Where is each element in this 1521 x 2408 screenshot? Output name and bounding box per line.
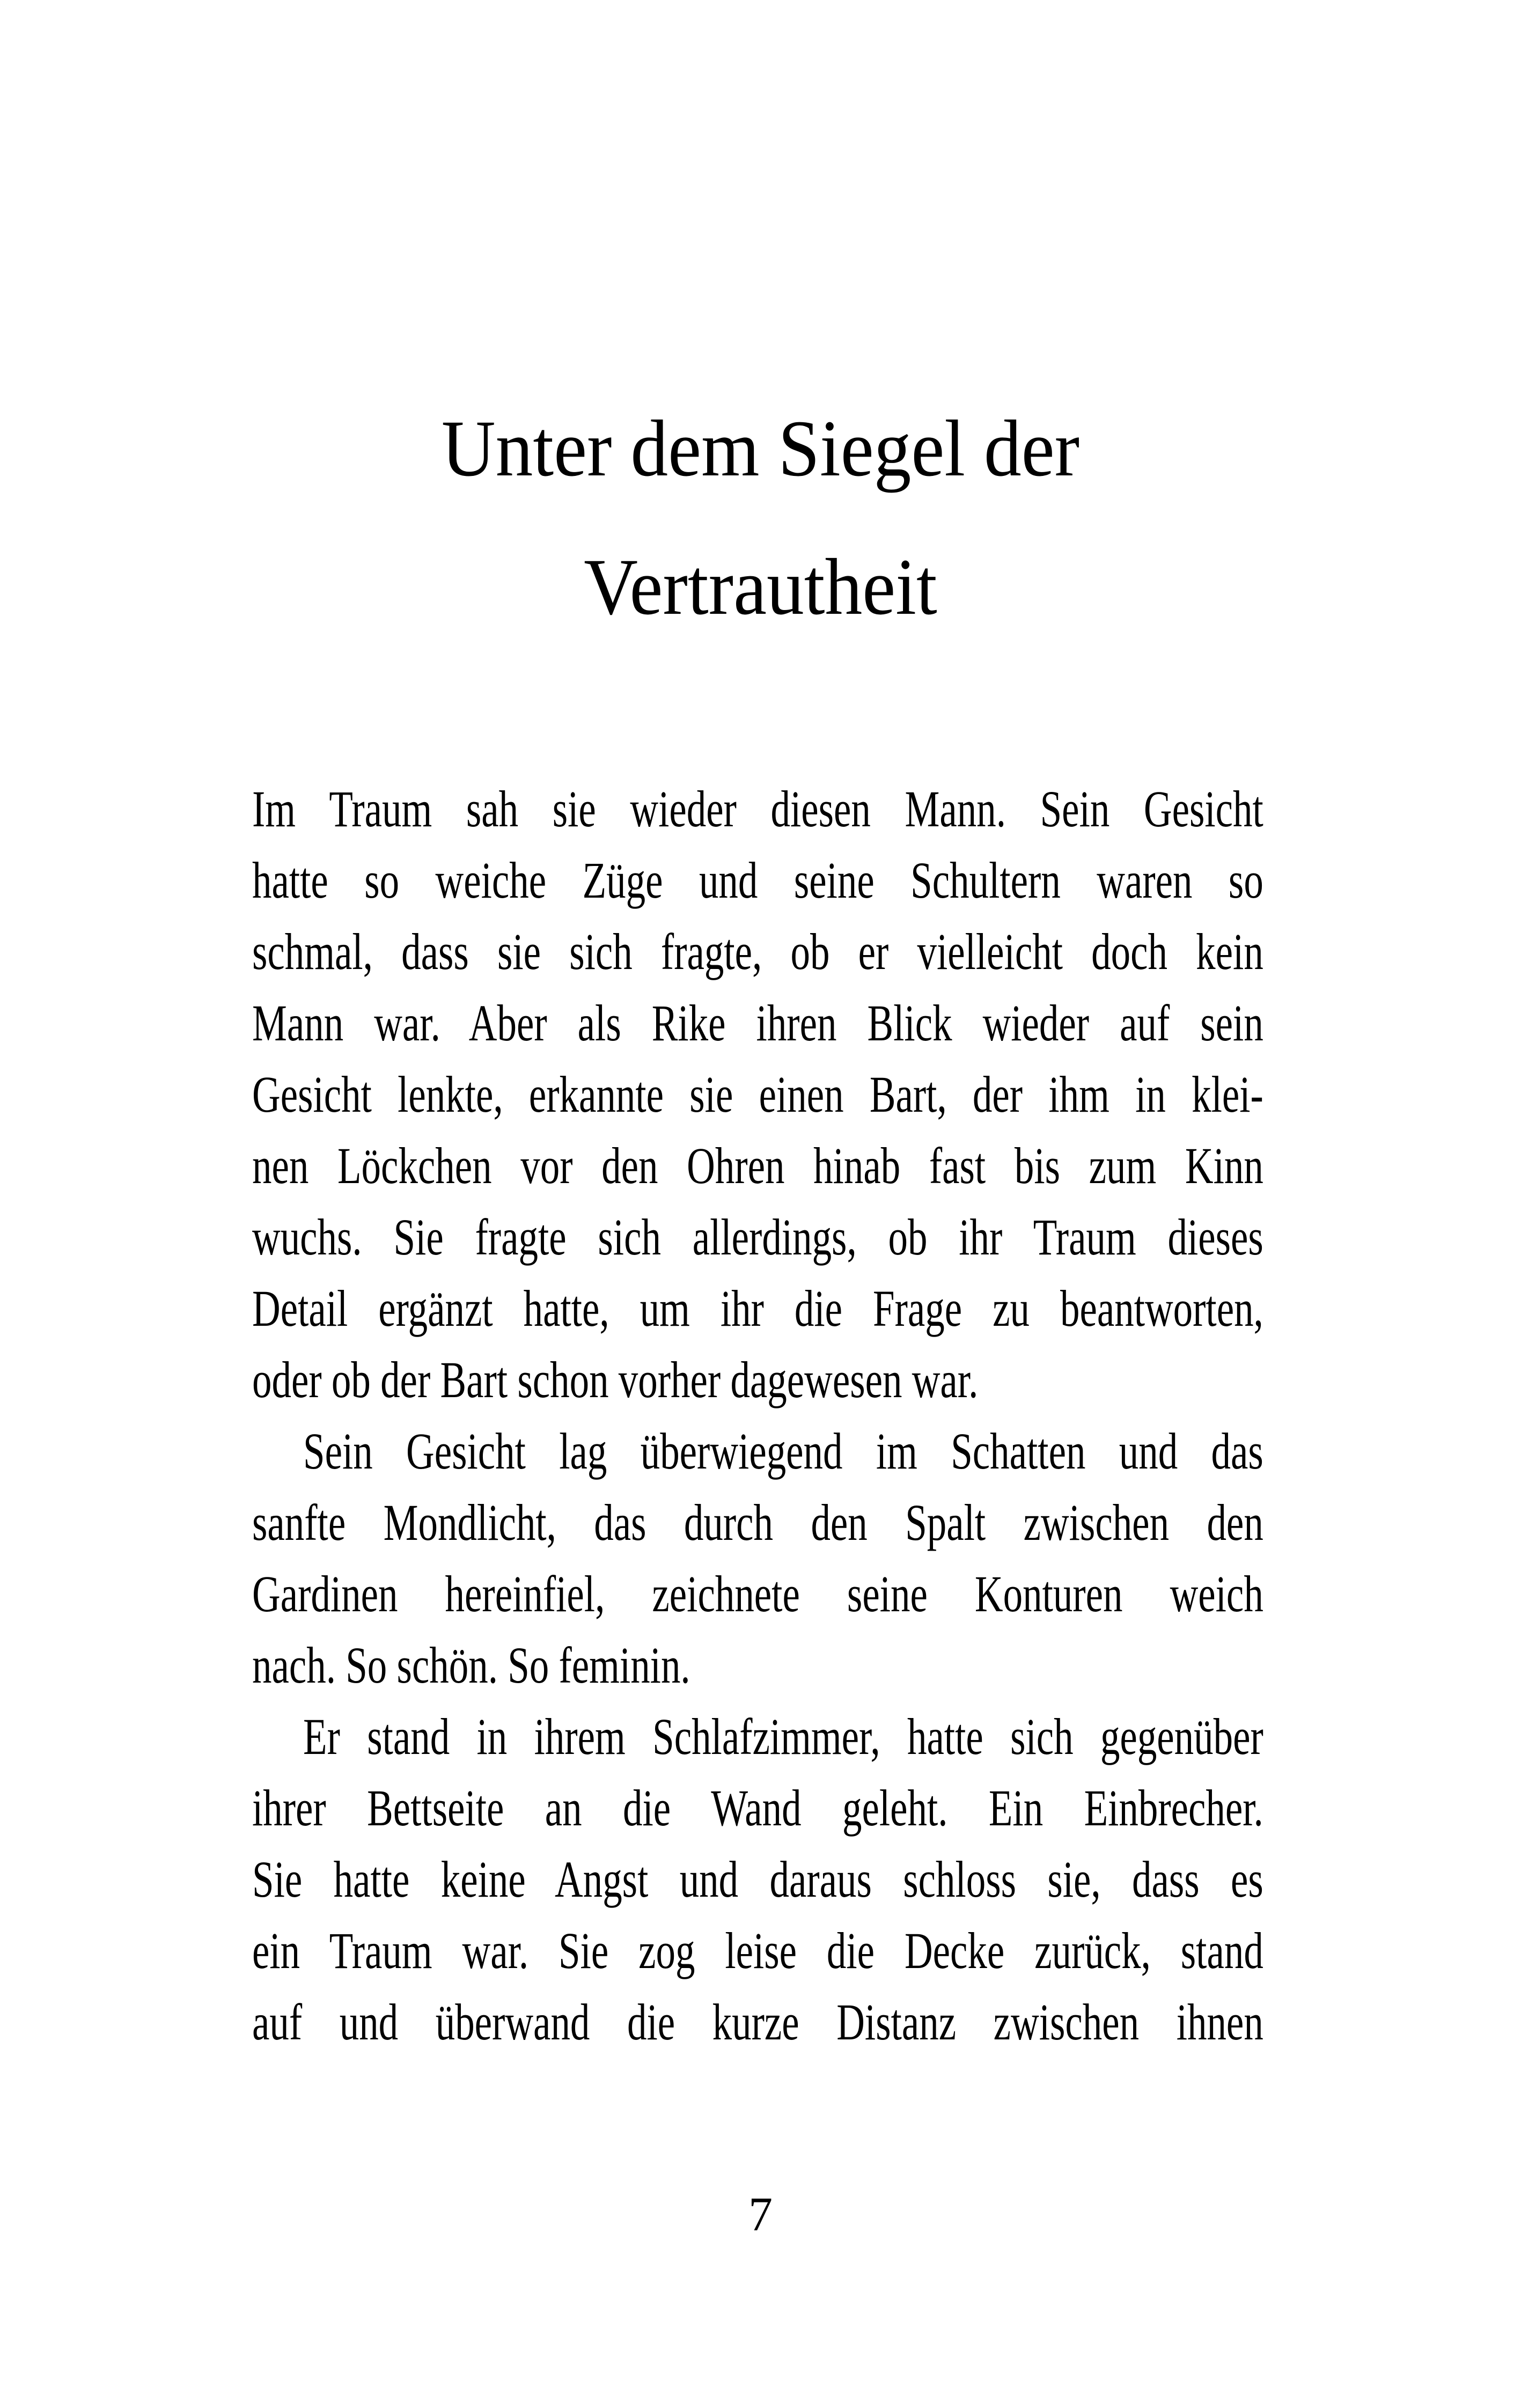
page-number-value: 7 (748, 2188, 773, 2241)
text-line: schmal, dass sie sich fragte, ob er vielleicht doch kein (252, 923, 1263, 980)
page-body (252, 773, 1521, 2058)
chapter-title-line-2: Vertrautheit (584, 542, 937, 632)
text-line: auf und überwand die kurze Distanz zwischen ihnen (252, 1993, 1263, 2051)
text-line: ein Traum war. Sie zog leise die Decke zurück, stand (252, 1922, 1263, 1979)
text-line: hatte so weiche Züge und seine Schultern waren so (252, 851, 1263, 909)
text-line: Gesicht lenkte, erkannte sie einen Bart, der ihm in klei- (252, 1066, 1263, 1123)
text-line: Sein Gesicht lag überwiegend im Schatten und das (303, 1422, 1263, 1480)
text-line: ihrer Bettseite an die Wand geleht. Ein Einbrecher. (252, 1779, 1263, 1837)
text-line: sanfte Mondlicht, das durch den Spalt zwischen den (252, 1494, 1263, 1551)
text-line: Sie hatte keine Angst und daraus schloss sie, dass es (252, 1851, 1263, 1908)
text-line: wuchs. Sie fragte sich allerdings, ob ihr Traum dieses (252, 1208, 1263, 1266)
chapter-title (53, 379, 1468, 656)
text-line: Mann war. Aber als Rike ihren Blick wieder auf sein (252, 994, 1263, 1052)
text-line: nach. So schön. So feminin. (252, 1636, 690, 1694)
page-number (0, 2188, 1521, 2242)
chapter-title-line-1: Unter dem Siegel der (441, 404, 1080, 493)
text-line: Im Traum sah sie wieder diesen Mann. Sein Gesicht (252, 780, 1263, 838)
text-line: oder ob der Bart schon vorher dagewesen war. (252, 1351, 979, 1408)
text-line: nen Löckchen vor den Ohren hinab fast bis zum Kinn (252, 1137, 1263, 1194)
text-line: Er stand in ihrem Schlafzimmer, hatte sich gegenüber (303, 1708, 1263, 1765)
text-line: Detail ergänzt hatte, um ihr die Frage zu beantworten, (252, 1280, 1263, 1337)
text-line: Gardinen hereinfiel, zeichnete seine Konturen weich (252, 1565, 1263, 1623)
